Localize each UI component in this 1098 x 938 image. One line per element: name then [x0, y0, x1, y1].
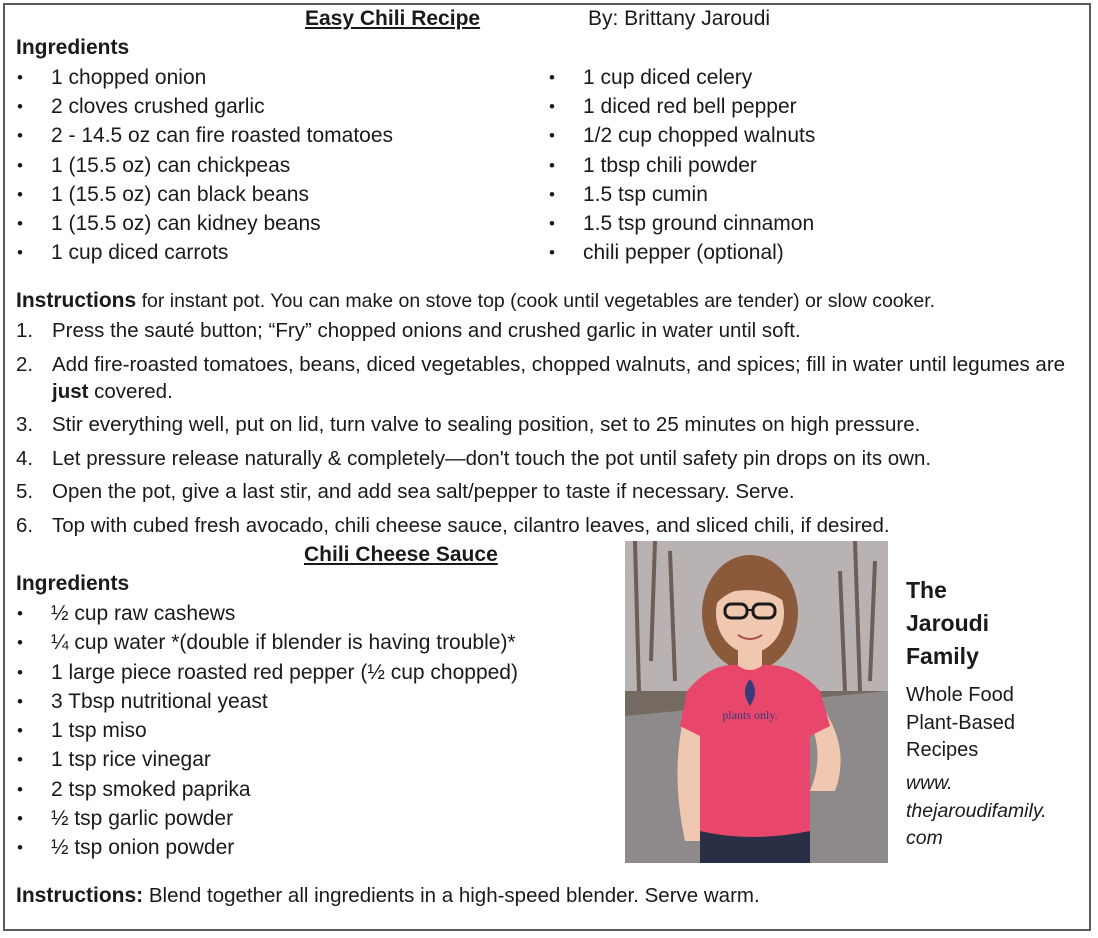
step-text: Open the pot, give a last stir, and add sea salt/pepper to taste if necessary. Serve.	[52, 480, 795, 503]
ingredient-item: • 1 cup diced celery	[548, 63, 815, 92]
sauce-instructions-heading: Instructions:	[16, 884, 144, 907]
sauce-instructions-line	[16, 884, 760, 908]
step-text: Top with cubed fresh avocado, chili cheese sauce, cilantro leaves, and sliced chili, if desired.	[52, 513, 890, 537]
ingredient-item: • 1 cup diced carrots	[16, 238, 393, 267]
family-website[interactable]	[906, 770, 1047, 853]
family-subtitle	[906, 682, 1015, 765]
instruction-step	[16, 351, 1082, 405]
sauce-ingredient-item: • 1 tsp rice vinegar	[16, 745, 518, 774]
instruction-step	[16, 478, 1082, 505]
sauce-title: Chili Cheese Sauce	[304, 543, 498, 566]
step-number: 3.	[16, 413, 34, 436]
sauce-instructions-text: Blend together all ingredients in a high-speed blender. Serve warm.	[143, 884, 760, 907]
sauce-ingredients-heading: Ingredients	[16, 572, 130, 595]
instructions-line	[16, 289, 935, 313]
ingredient-item: • 2 - 14.5 oz can fire roasted tomatoes	[16, 121, 393, 150]
step-text: Add fire-roasted tomatoes, beans, diced vegetables, chopped walnuts, and spices; fill in water until legumes are	[52, 352, 1066, 376]
sauce-ingredient-item: • 1 large piece roasted red pepper (½ cup chopped)	[16, 658, 518, 687]
sauce-ingredient-item: • 3 Tbsp nutritional yeast	[16, 687, 518, 716]
sauce-ingredient-item: • ½ tsp onion powder	[16, 833, 518, 862]
ingredient-item: • 1 (15.5 oz) can black beans	[16, 180, 393, 209]
instructions-heading: Instructions	[16, 289, 137, 312]
step-text: Stir everything well, put on lid, turn valve to sealing position, set to 25 minutes on high pressure.	[52, 413, 921, 436]
ingredients-list-right	[548, 63, 815, 267]
family-subtitle-line-2: Plant-Based	[906, 711, 1015, 734]
family-title	[906, 574, 989, 673]
family-url-line-2: thejaroudifamily.	[906, 799, 1047, 822]
ingredient-item: • 1 chopped onion	[16, 63, 393, 92]
ingredient-item: • chili pepper (optional)	[548, 238, 815, 267]
step-text: Press the sauté button; “Fry” chopped onions and crushed garlic in water until soft.	[52, 319, 801, 342]
instruction-step	[16, 512, 1082, 539]
ingredient-item: • 2 cloves crushed garlic	[16, 92, 393, 121]
ingredient-item: • 1 tbsp chili powder	[548, 151, 815, 180]
author-photo	[625, 541, 888, 863]
family-title-line-2: Jaroudi	[906, 610, 990, 636]
sauce-ingredient-item: • 1 tsp miso	[16, 716, 518, 745]
ingredient-item: • 1 (15.5 oz) can chickpeas	[16, 151, 393, 180]
family-title-line-3: Family	[906, 643, 979, 669]
shirt-text: plants only.	[722, 708, 778, 722]
recipe-title: Easy Chili Recipe	[305, 7, 481, 30]
sauce-ingredient-item: • ½ cup raw cashews	[16, 599, 518, 628]
instruction-step	[16, 317, 1082, 344]
step-text: Let pressure release naturally & completely—don't touch the pot until safety pin drops on its own.	[52, 446, 932, 470]
step-number: 4.	[16, 446, 34, 470]
family-url-line-3: com	[906, 827, 943, 849]
step-number: 1.	[16, 319, 34, 342]
recipe-byline: By: Brittany Jaroudi	[588, 7, 771, 30]
ingredients-list-left	[16, 63, 393, 267]
ingredient-item: • 1/2 cup chopped walnuts	[548, 121, 815, 150]
ingredient-item: • 1.5 tsp ground cinnamon	[548, 209, 815, 238]
family-title-line-1: The	[906, 577, 947, 603]
instructions-note: for instant pot. You can make on stove top (cook until vegetables are tender) or slow cooker.	[136, 290, 936, 312]
step-number: 5.	[16, 480, 34, 503]
step-text-end: covered.	[88, 379, 173, 403]
step-number: 6.	[16, 513, 34, 537]
sauce-ingredient-item: • ¼ cup water *(double if blender is having trouble)*	[16, 628, 518, 657]
sauce-ingredients-list	[16, 599, 518, 863]
instruction-step	[16, 411, 1082, 438]
ingredients-heading: Ingredients	[16, 36, 130, 59]
ingredient-item: • 1 diced red bell pepper	[548, 92, 815, 121]
sauce-ingredient-item: • 2 tsp smoked paprika	[16, 775, 518, 804]
step-emphasis: just	[52, 379, 89, 403]
instruction-steps	[16, 317, 1082, 545]
ingredient-item: • 1.5 tsp cumin	[548, 180, 815, 209]
family-url-line-1: www.	[906, 772, 953, 794]
family-subtitle-line-1: Whole Food	[906, 684, 1014, 706]
family-subtitle-line-3: Recipes	[906, 739, 979, 761]
author-photo-illustration	[625, 541, 888, 863]
sauce-ingredient-item: • ½ tsp garlic powder	[16, 804, 518, 833]
step-number: 2.	[16, 352, 34, 376]
ingredient-item: • 1 (15.5 oz) can kidney beans	[16, 209, 393, 238]
instruction-step	[16, 445, 1082, 472]
